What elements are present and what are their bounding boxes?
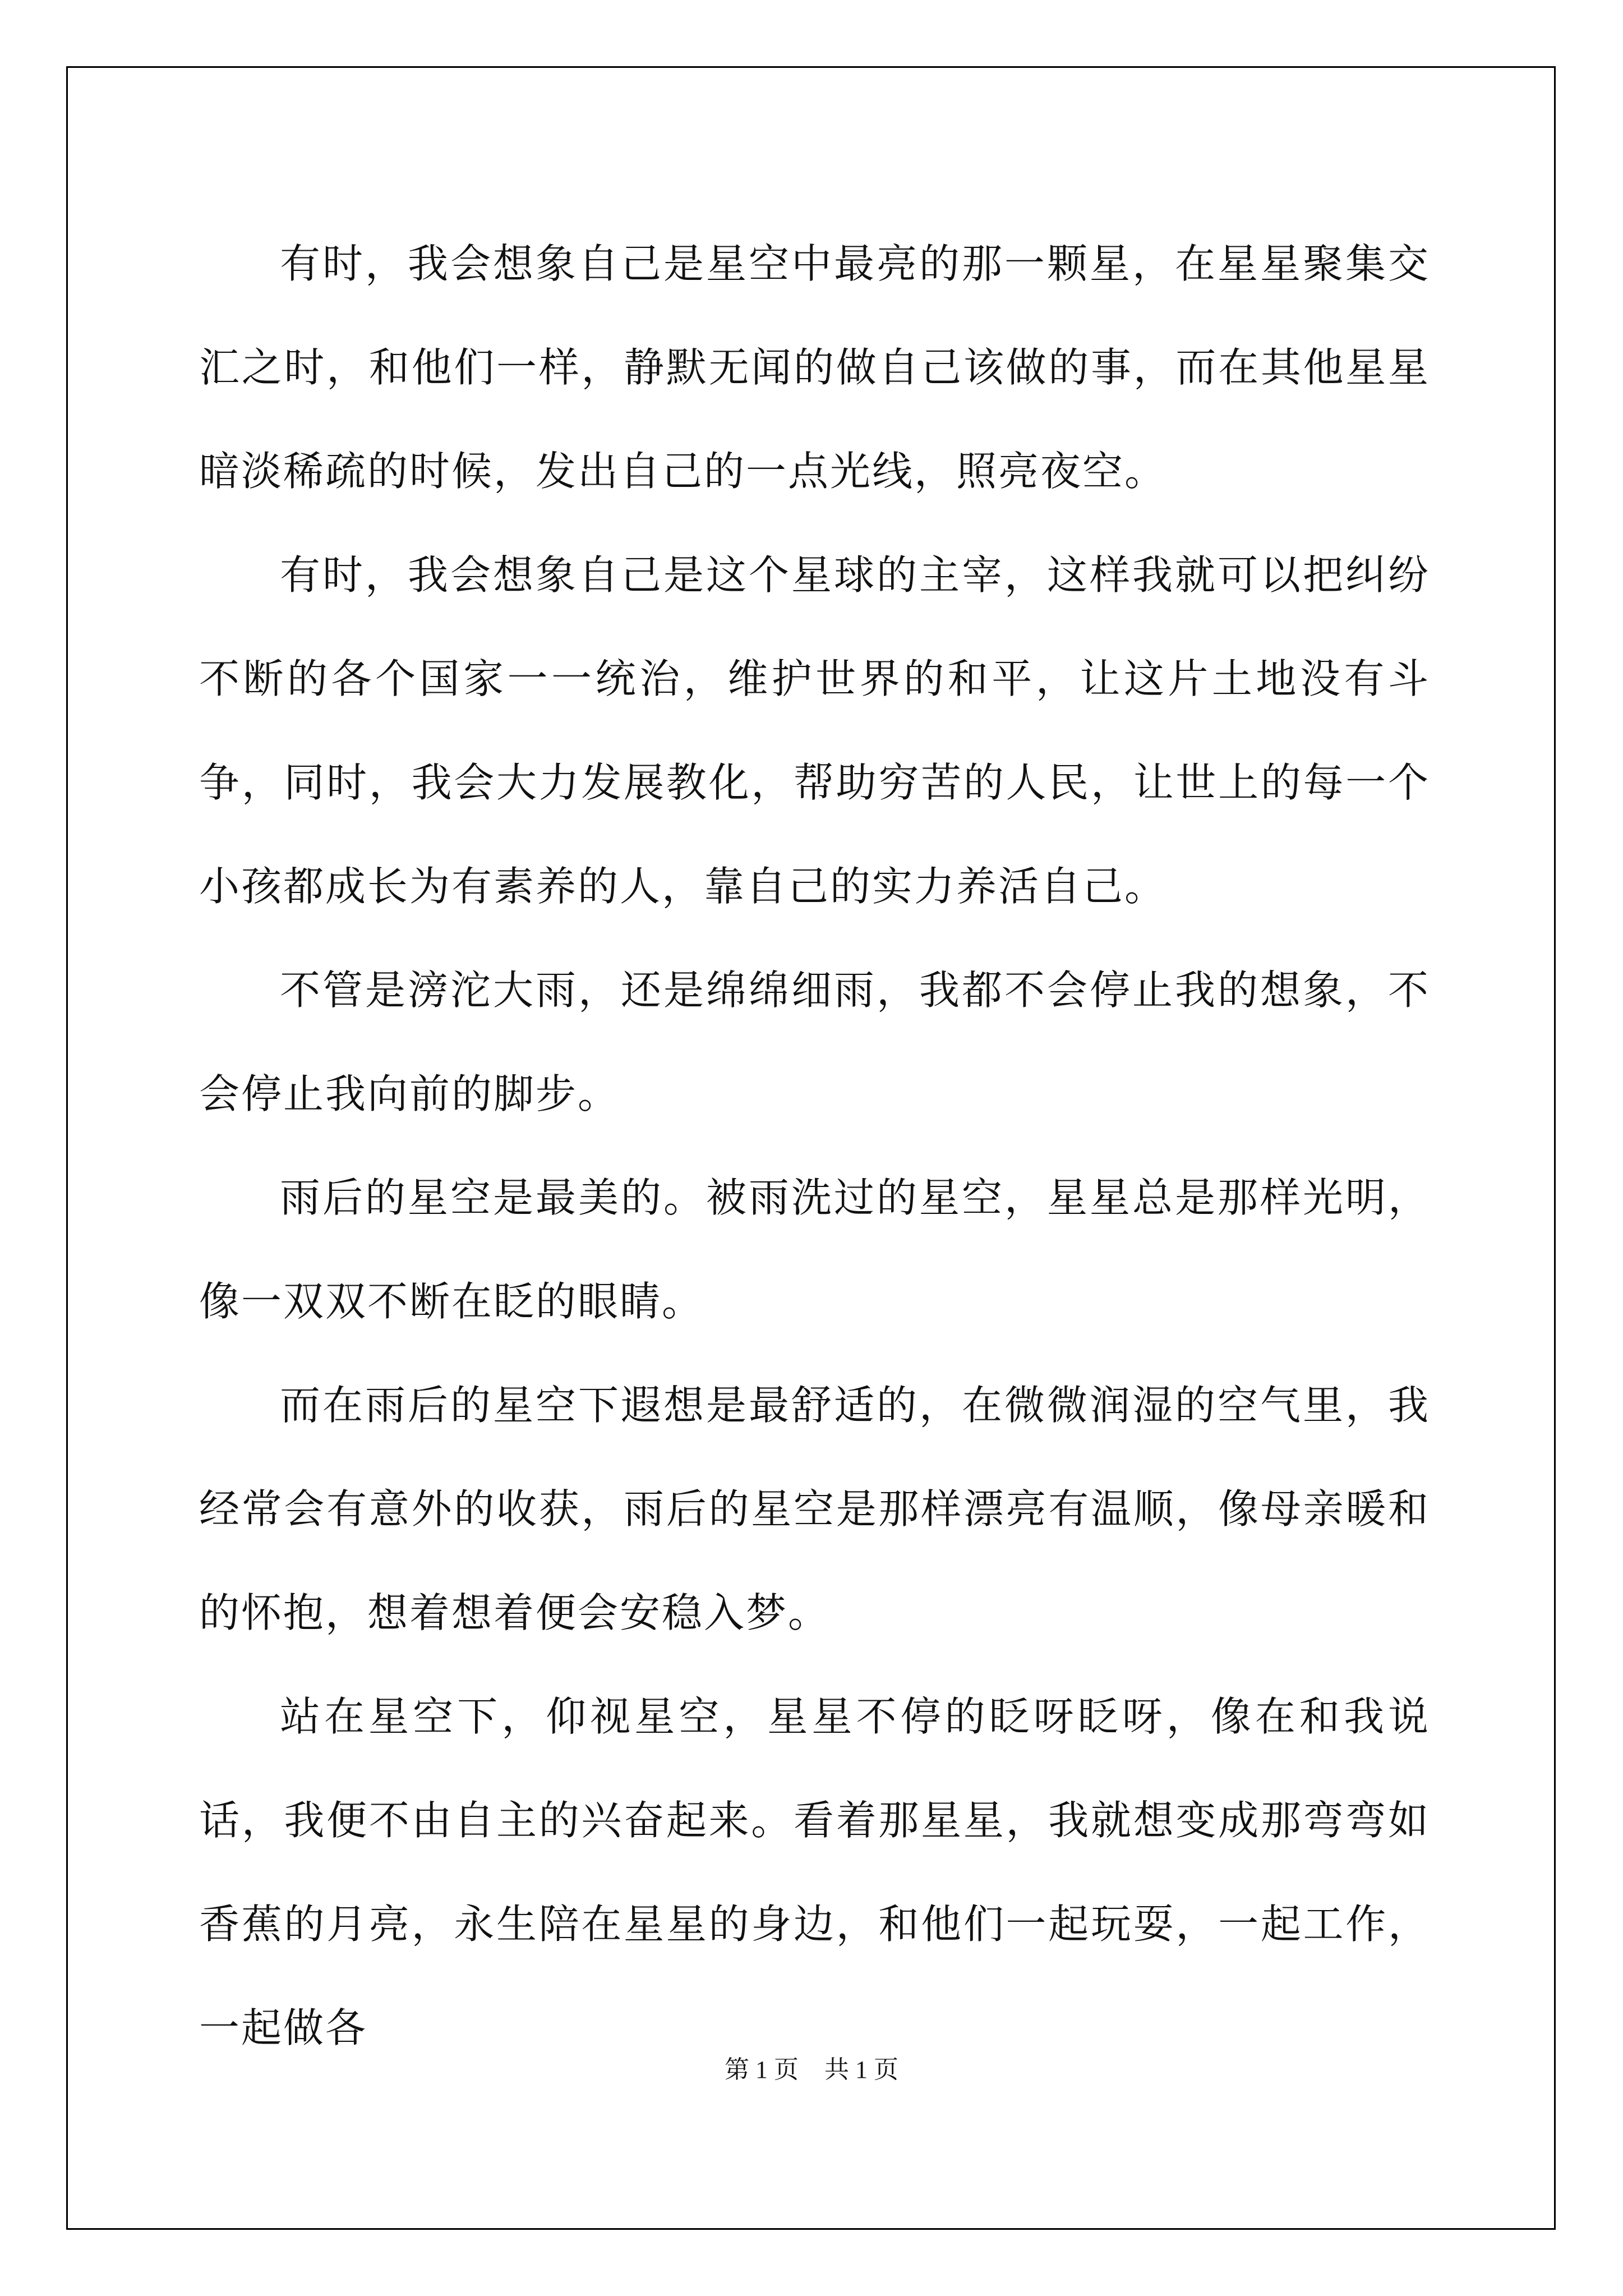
- paragraph-4: 雨后的星空是最美的。被雨洗过的星空，星星总是那样光明，像一双双不断在眨的眼睛。: [199, 1174, 1430, 1325]
- paragraph-5: 而在雨后的星空下遐想是最舒适的，在微微润湿的空气里，我经常会有意外的收获，雨后的星空是那样漂亮有温顺，像母亲暖和的怀抱，想着想着便会安稳入梦。: [199, 1382, 1430, 1636]
- paragraph-2: 有时，我会想象自己是这个星球的主宰，这样我就可以把纠纷不断的各个国家一一统治，维护世界的和平，让这片土地没有斗争，同时，我会大力发展教化，帮助穷苦的人民，让世上的每一个小孩都成长为有素养的人，靠自己的实力养活自己。: [199, 551, 1430, 910]
- page-number: 第 1 页: [725, 2056, 799, 2083]
- page-total: 共 1 页: [824, 2056, 898, 2083]
- paragraph-6: 站在星空下，仰视星空，星星不停的眨呀眨呀，像在和我说话，我便不由自主的兴奋起来。看着那星星，我就想变成那弯弯如香蕉的月亮，永生陪在星星的身边，和他们一起玩耍，一起工作，一起做各: [199, 1693, 1430, 2051]
- paragraph-3: 不管是滂沱大雨，还是绵绵细雨，我都不会停止我的想象，不会停止我向前的脚步。: [199, 967, 1430, 1117]
- document-body: [199, 212, 1430, 2080]
- paragraph-1: 有时，我会想象自己是星空中最亮的那一颗星，在星星聚集交汇之时，和他们一样，静默无闻的做自己该做的事，而在其他星星暗淡稀疏的时候，发出自己的一点光线，照亮夜空。: [199, 240, 1430, 495]
- page-footer: [0, 2053, 1623, 2087]
